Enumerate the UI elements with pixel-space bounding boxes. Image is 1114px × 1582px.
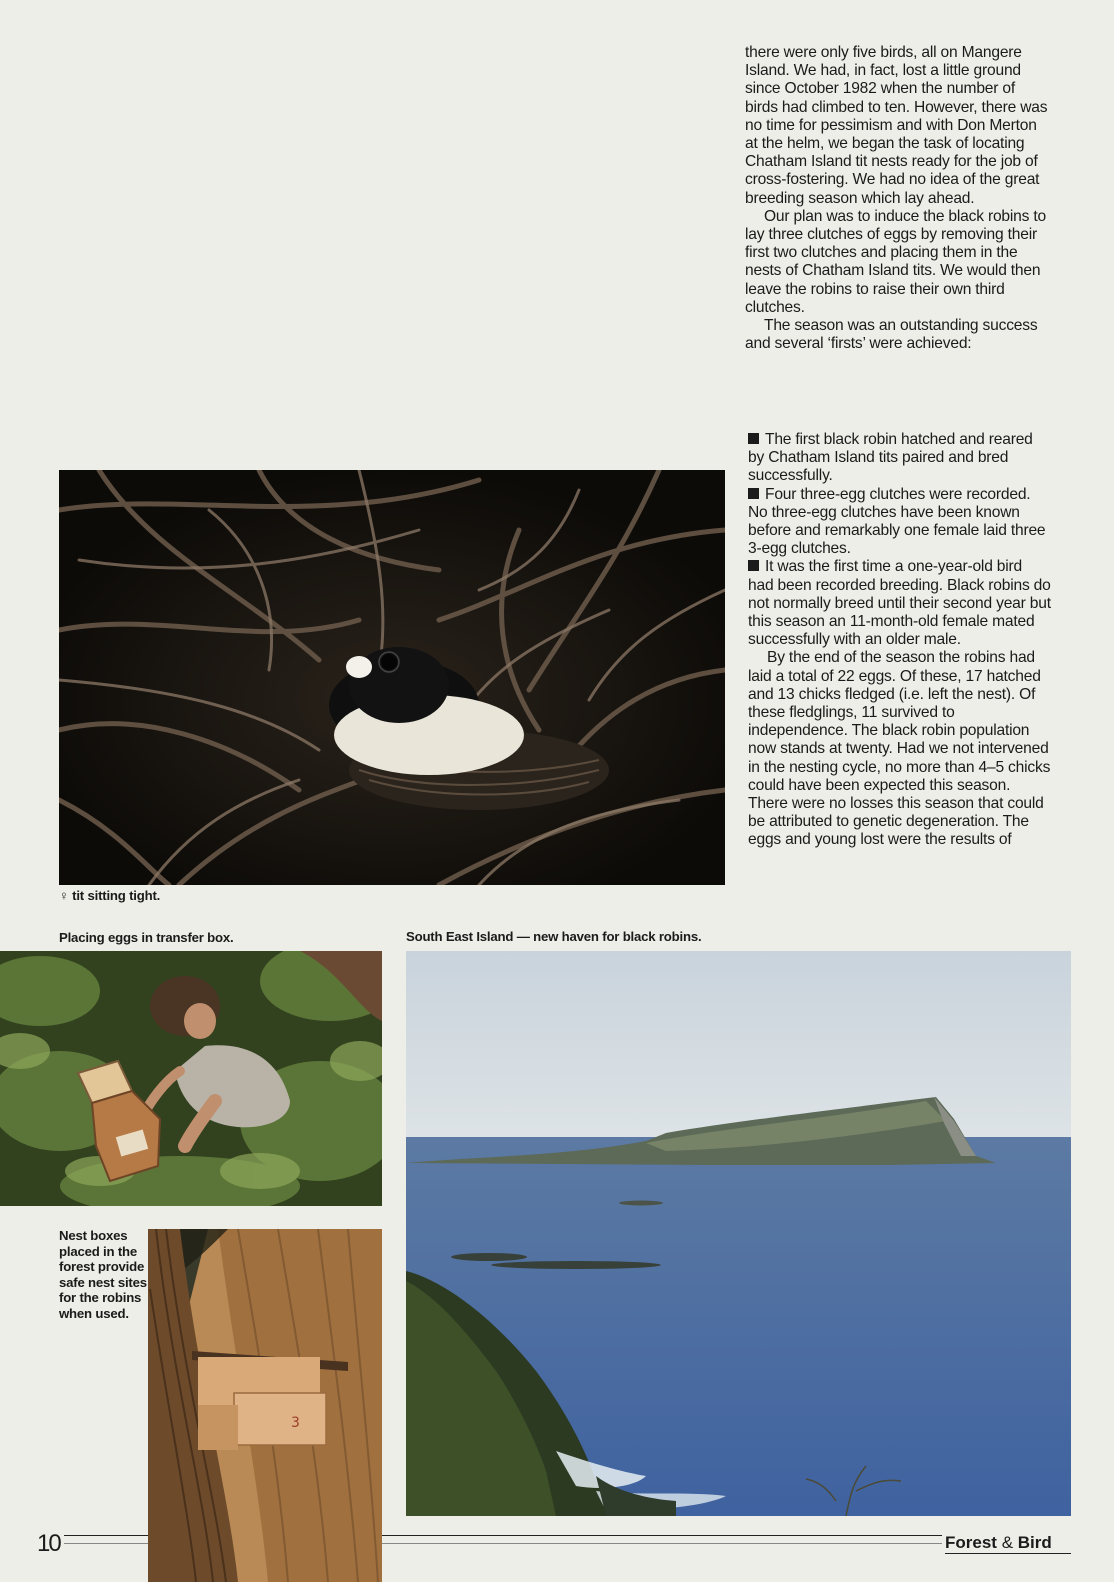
magazine-title-amp: & [1001, 1533, 1014, 1552]
footer-rule-left [64, 1535, 148, 1536]
firsts-list [748, 431, 1051, 649]
placing-eggs-caption: Placing eggs in transfer box. [59, 930, 234, 945]
nestbox-number: 3 [291, 1415, 300, 1431]
paragraph-3: The season was an outstanding success and several ‘firsts’ were achieved: [745, 317, 1038, 353]
nestbox-photo [148, 1229, 382, 1582]
bullet-square-icon [748, 560, 759, 571]
article-column-top [745, 44, 1050, 353]
tit-nest-photo [59, 470, 725, 885]
island-caption: South East Island — new haven for black robins. [406, 929, 702, 944]
paragraph-1: there were only five birds, all on Mangere Island. We had, in fact, lost a little ground since October 1982 when the number of birds had climbed to ten. However, there was no time for pessimism and with Don Merton at the helm, we began the task of locating Chatham Island tit nests ready for the job of cross-fostering. We had no idea of the great breeding season which lay ahead. [745, 44, 1048, 207]
list-item: The first black robin hatched and reared by Chatham Island tits paired and bred successfully. [748, 431, 1033, 485]
article-column-bullets [748, 431, 1051, 850]
list-item: It was the first time a one-year-old bird had been recorded breeding. Black robins do not normally breed until their second year but this season an 11-month-old female mated successfully with an older male. [748, 558, 1051, 649]
footer-rule-right [382, 1535, 942, 1536]
researcher-illustration [0, 951, 382, 1206]
page-number: 10 [37, 1530, 60, 1557]
nestbox-caption: Nest boxes placed in the forest provide safe nest sites for the robins when used. [59, 1228, 147, 1321]
closing-paragraph: By the end of the season the robins had laid a total of 22 eggs. Of these, 17 hatched and 13 chicks fledged (i.e. left the nest). Of these fledglings, 11 survived to independence. The black robin population now stands at twenty. Had we not intervened in the nesting cycle, no more than 4–5 chicks could have been expected this season. There were no losses this season that could be attributed to genetic degeneration. The eggs and young lost were the results of [748, 649, 1051, 849]
island-photo [406, 951, 1071, 1516]
magazine-title [945, 1533, 1052, 1553]
nestbox-illustration [148, 1229, 382, 1582]
paragraph-2: Our plan was to induce the black robins to lay three clutches of eggs by removing their first two clutches and placing them in the nests of Chatham Island tits. We would then leave the robins to raise their own third clutches. [745, 207, 1046, 316]
footer-rule-under-title [945, 1553, 1071, 1554]
magazine-title-part1: Forest [945, 1533, 997, 1552]
bullet-square-icon [748, 433, 759, 444]
island-illustration [406, 951, 1071, 1516]
list-item: Four three-egg clutches were recorded. No three-egg clutches have been known before and remarkably one female laid three 3-egg clutches. [748, 485, 1046, 558]
footer-rule-right-lower [382, 1543, 942, 1544]
twigs-nest-illustration [59, 470, 725, 885]
bullet-square-icon [748, 488, 759, 499]
tit-caption: ♀ tit sitting tight. [59, 888, 161, 903]
placing-eggs-photo [0, 951, 382, 1206]
magazine-title-part2: Bird [1017, 1533, 1052, 1552]
footer-rule-left-lower [64, 1543, 148, 1544]
